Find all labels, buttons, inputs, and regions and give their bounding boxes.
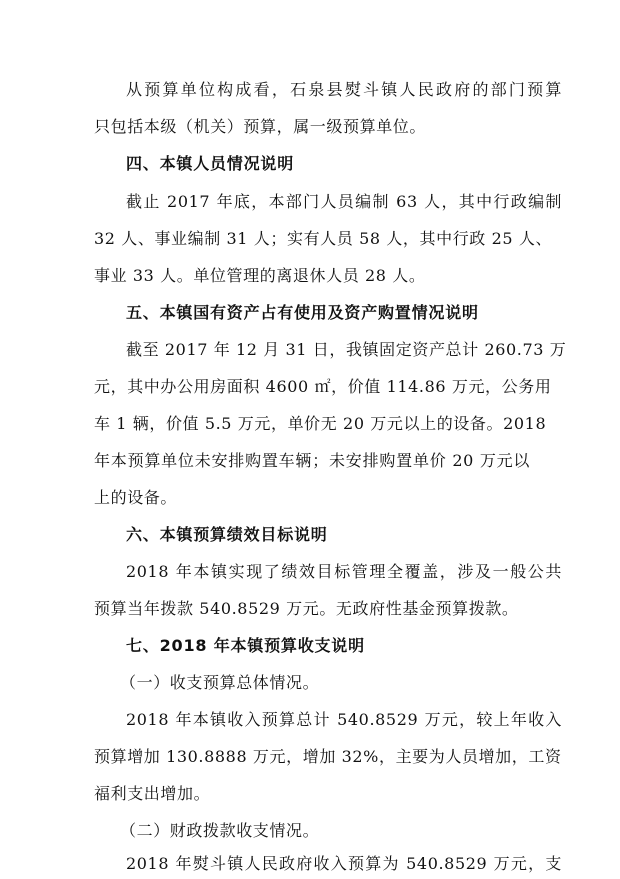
paragraph-line: 只包括本级（机关）预算，属一级预算单位。 [94,117,427,136]
subsection-heading-overall: （一）收支预算总体情况。 [120,673,320,692]
section-heading-budget: 七、2018 年本镇预算收支说明 [126,636,365,655]
paragraph-line: 年本预算单位未安排购置车辆；未安排购置单价 20 万元以 [94,451,530,470]
paragraph-line: 元，其中办公用房面积 4600 ㎡，价值 114.86 万元，公务用 [94,377,552,396]
paragraph-line: 2018 年本镇收入预算总计 540.8529 万元，较上年收入 [126,710,562,729]
section-heading-staff: 四、本镇人员情况说明 [126,154,295,173]
paragraph-line: 截至 2017 年 12 月 31 日，我镇固定资产总计 260.73 万 [126,340,567,359]
paragraph-line: 预算增加 130.8888 万元，增加 32%，主要为人员增加，工资 [94,747,562,766]
paragraph-line: 从预算单位构成看，石泉县熨斗镇人民政府的部门预算 [126,80,562,99]
paragraph-line: 预算当年拨款 540.8529 万元。无政府性基金预算拨款。 [94,599,519,618]
paragraph-line: 车 1 辆，价值 5.5 万元，单价无 20 万元以上的设备。2018 [94,414,547,433]
section-heading-performance: 六、本镇预算绩效目标说明 [126,525,328,544]
section-heading-assets: 五、本镇国有资产占有使用及资产购置情况说明 [126,303,479,322]
paragraph-line: 事业 33 人。单位管理的离退休人员 28 人。 [94,266,426,285]
subsection-heading-appropriation: （二）财政拨款收支情况。 [120,821,320,840]
paragraph-line: 2018 年熨斗镇人民政府收入预算为 540.8529 万元，支 [126,854,562,873]
paragraph-line: 截止 2017 年底，本部门人员编制 63 人，其中行政编制 [126,192,562,211]
paragraph-line: 32 人、事业编制 31 人；实有人员 58 人，其中行政 25 人、 [94,229,553,248]
paragraph-line: 2018 年本镇实现了绩效目标管理全覆盖，涉及一般公共 [126,562,562,581]
paragraph-line: 福利支出增加。 [94,784,211,803]
paragraph-line: 上的设备。 [94,488,178,507]
